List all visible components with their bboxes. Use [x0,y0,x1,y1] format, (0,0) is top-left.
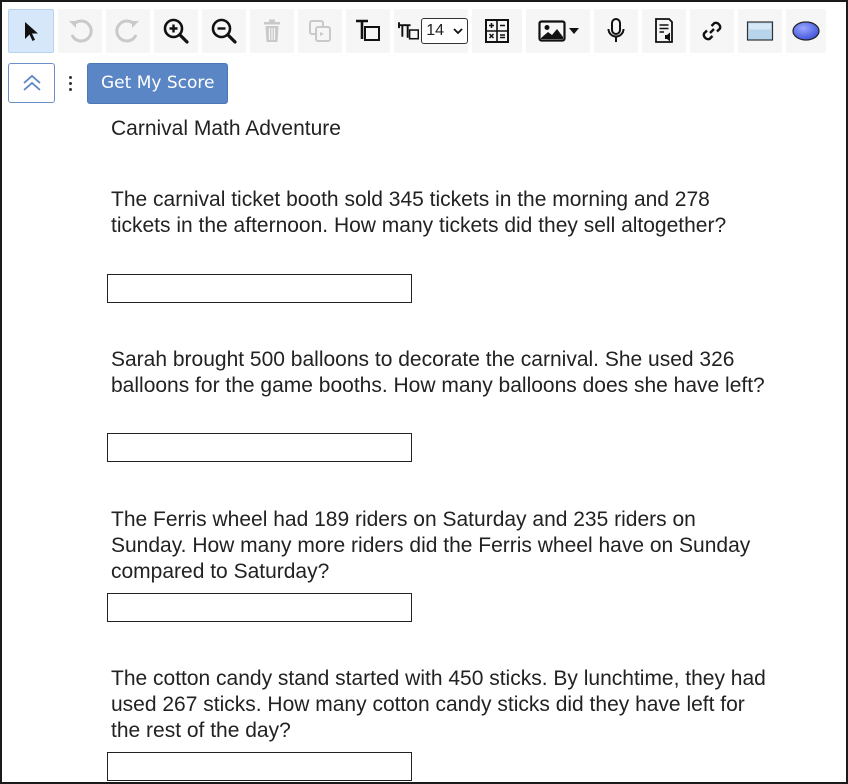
redo-button[interactable] [106,9,150,53]
question-2-text: Sarah brought 500 balloons to decorate the carnival. She used 326 balloons for the game booths. How many balloons does she have left? [111,348,765,397]
question-2-answer-field[interactable] [107,433,412,462]
text-box-icon [354,17,382,45]
collapse-toolbar-button[interactable] [8,63,55,103]
microphone-icon [605,17,627,45]
audio-note-button[interactable] [642,9,686,53]
question-1-text: The carnival ticket booth sold 345 tickets in the morning and 278 tickets in the afternoon. How many tickets did they sell altogether? [111,188,727,237]
redo-icon [113,16,143,46]
insert-image-button[interactable] [526,9,590,53]
calculator-button[interactable] [472,9,522,53]
record-audio-button[interactable] [594,9,638,53]
zoom-in-button[interactable] [154,9,198,53]
duplicate-button[interactable] [298,9,342,53]
double-chevron-up-icon [21,73,43,93]
insert-link-button[interactable] [690,9,734,53]
link-icon [699,18,725,44]
zoom-out-button[interactable] [202,9,246,53]
audio-note-icon [652,17,676,45]
undo-icon [65,16,95,46]
text-size-icon [398,19,419,43]
select-tool-button[interactable] [8,9,54,53]
calculator-icon [484,18,510,44]
question-4-answer-field[interactable] [107,752,412,781]
font-size-select[interactable] [421,18,468,44]
question-4-text: The cotton candy stand started with 450 sticks. By lunchtime, they had used 267 sticks. How many cotton candy sticks did they have left for the rest of the day? [111,667,766,742]
duplicate-icon [307,18,333,44]
delete-button[interactable] [250,9,294,53]
add-text-box-button[interactable] [346,9,390,53]
zoom-out-icon [210,17,238,45]
caret-down-icon [569,27,579,35]
chevron-down-icon [453,26,463,36]
cursor-icon [21,19,41,43]
toolbar [8,8,844,54]
image-icon [538,19,566,43]
draw-ellipse-button[interactable] [786,9,826,53]
undo-button[interactable] [58,9,102,53]
question-3-text: The Ferris wheel had 189 riders on Saturday and 235 riders on Sunday. How many more riders did the Ferris wheel have on Sunday compared to Saturday? [111,508,751,583]
trash-icon [261,18,283,44]
rectangle-icon [746,20,774,42]
question-3-answer-field[interactable] [107,593,412,622]
ellipse-icon [791,20,821,42]
secondary-toolbar [8,62,228,104]
worksheet-title: Carnival Math Adventure [111,117,341,140]
zoom-in-icon [162,17,190,45]
font-size-value: 14 [426,22,445,39]
get-my-score-button[interactable]: Get My Score [87,63,228,104]
worksheet [111,116,771,742]
question-1-answer-field[interactable] [107,274,412,303]
more-options-icon[interactable] [61,63,79,103]
font-size-control [394,9,468,53]
draw-rectangle-button[interactable] [738,9,782,53]
